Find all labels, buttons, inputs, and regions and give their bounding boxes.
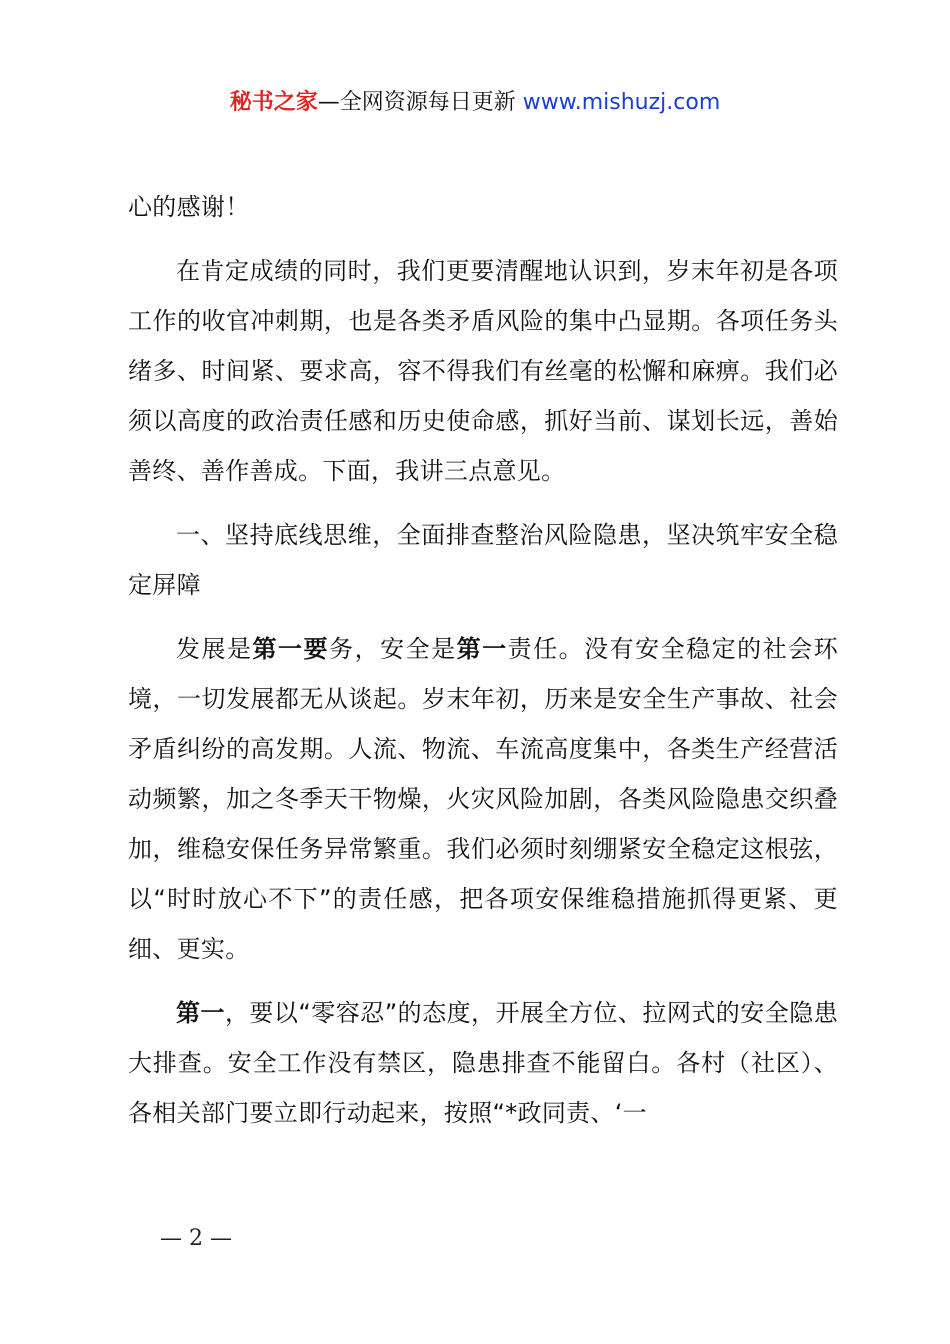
text-segment: 发展是 bbox=[176, 635, 253, 663]
paragraph-security bbox=[128, 624, 838, 974]
bold-phrase: 第一要 bbox=[252, 635, 330, 663]
page-header bbox=[0, 88, 950, 118]
brand-name: 秘书之家 bbox=[229, 90, 318, 115]
document-body bbox=[128, 182, 838, 1138]
page-number: — 2 — bbox=[160, 1226, 232, 1251]
bold-phrase: 第一 bbox=[176, 999, 225, 1027]
header-tagline: —全网资源每日更新 bbox=[317, 90, 523, 115]
bold-phrase: 第一 bbox=[456, 635, 508, 663]
text-segment: ，要以“零容忍”的态度，开展全方位、拉网式的安全隐患大排查。安全工作没有禁区，隐患排查不能留白。各村（社区）、各相关部门要立即行动起来，按照“*政同责、‘一 bbox=[128, 999, 838, 1127]
section-heading-1: 一、坚持底线思维，全面排查整治风险隐患，坚决筑牢安全稳定屏障 bbox=[128, 521, 838, 599]
paragraph-continuation: 心的感谢！ bbox=[128, 193, 250, 221]
text-segment: 责任。没有安全稳定的社会环境，一切发展都无从谈起。岁末年初，历来是安全生产事故、社会矛盾纠纷的高发期。人流、物流、车流高度集中，各类生产经营活动频繁，加之冬季天干物燥，火灾风险加剧，各类风险隐患交织叠加，维稳安保任务异常繁重。我们必须时刻绷紧安全稳定这根弦，以“时时放心不下”的责任感，把各项安保维稳措施抓得更紧、更细、更实。 bbox=[128, 635, 839, 963]
text-segment: 务，安全是 bbox=[329, 635, 457, 663]
paragraph-intro: 在肯定成绩的同时，我们更要清醒地认识到，岁末年初是各项工作的收官冲刺期，也是各类矛盾风险的集中凸显期。各项任务头绪多、时间紧、要求高，容不得我们有丝毫的松懈和麻痹。我们必须以高度的政治责任感和历史使命感，抓好当前、谋划长远，善始善终、善作善成。下面，我讲三点意见。 bbox=[128, 257, 838, 485]
paragraph-first-point bbox=[128, 988, 838, 1138]
website-url[interactable]: www.mishuzj.com bbox=[522, 90, 721, 115]
